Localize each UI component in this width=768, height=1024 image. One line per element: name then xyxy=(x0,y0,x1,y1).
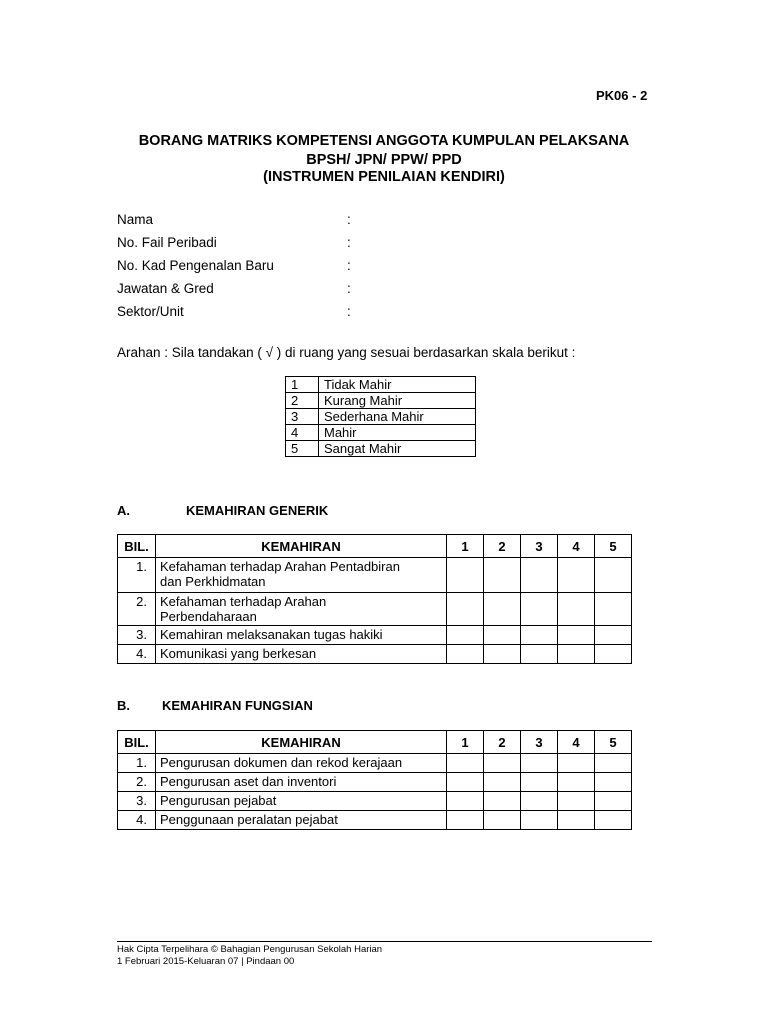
score-cell-4[interactable] xyxy=(558,593,595,626)
score-cell-2[interactable] xyxy=(484,811,521,830)
score-cell-5[interactable] xyxy=(595,626,632,645)
skill-text: Penggunaan peralatan pejabat xyxy=(156,811,447,830)
instruction-text: Arahan : Sila tandakan ( √ ) di ruang yang sesuai berdasarkan skala berikut : xyxy=(117,345,576,360)
field-label: Jawatan & Gred xyxy=(117,281,214,296)
skill-text: Pengurusan dokumen dan rekod kerajaan xyxy=(156,754,447,773)
score-cell-1[interactable] xyxy=(447,558,484,593)
score-cell-4[interactable] xyxy=(558,792,595,811)
field-no-kad-pengenalan xyxy=(117,258,351,281)
score-cell-4[interactable] xyxy=(558,626,595,645)
score-cell-1[interactable] xyxy=(447,792,484,811)
row-number: 1. xyxy=(118,754,156,773)
section-a-title: KEMAHIRAN GENERIK xyxy=(186,503,329,518)
score-cell-1[interactable] xyxy=(447,645,484,664)
header-score-2: 2 xyxy=(484,731,521,754)
score-cell-5[interactable] xyxy=(595,754,632,773)
section-a-letter: A. xyxy=(117,503,130,518)
score-cell-2[interactable] xyxy=(484,754,521,773)
field-nama xyxy=(117,212,351,235)
form-title-line-3: (INSTRUMEN PENILAIAN KENDIRI) xyxy=(263,169,505,185)
header-score-3: 3 xyxy=(521,535,558,558)
field-colon: : xyxy=(347,281,351,296)
skill-text: Pengurusan pejabat xyxy=(156,792,447,811)
skill-text: Kefahaman terhadap Arahan Pentadbiran xyxy=(160,559,400,574)
score-cell-2[interactable] xyxy=(484,593,521,626)
score-cell-3[interactable] xyxy=(521,792,558,811)
score-cell-1[interactable] xyxy=(447,626,484,645)
table-header-row xyxy=(118,731,632,754)
generic-skills-table xyxy=(117,534,632,664)
row-number: 4. xyxy=(118,811,156,830)
score-cell-5[interactable] xyxy=(595,811,632,830)
rating-scale-table xyxy=(285,376,476,457)
field-label: No. Kad Pengenalan Baru xyxy=(117,258,274,273)
header-score-4: 4 xyxy=(558,731,595,754)
score-cell-2[interactable] xyxy=(484,773,521,792)
field-label: Sektor/Unit xyxy=(117,304,184,319)
score-cell-3[interactable] xyxy=(521,645,558,664)
header-kemahiran: KEMAHIRAN xyxy=(156,535,447,558)
table-row xyxy=(118,811,632,830)
score-cell-3[interactable] xyxy=(521,773,558,792)
table-row xyxy=(118,626,632,645)
table-row xyxy=(118,593,632,626)
scale-description: Kurang Mahir xyxy=(319,393,476,409)
score-cell-5[interactable] xyxy=(595,792,632,811)
score-cell-4[interactable] xyxy=(558,811,595,830)
score-cell-2[interactable] xyxy=(484,558,521,593)
scale-number: 3 xyxy=(286,409,319,425)
score-cell-5[interactable] xyxy=(595,645,632,664)
score-cell-3[interactable] xyxy=(521,754,558,773)
skill-text: Pengurusan aset dan inventori xyxy=(156,773,447,792)
table-row xyxy=(118,754,632,773)
score-cell-3[interactable] xyxy=(521,593,558,626)
field-label: No. Fail Peribadi xyxy=(117,235,217,250)
header-score-4: 4 xyxy=(558,535,595,558)
scale-number: 1 xyxy=(286,377,319,393)
score-cell-4[interactable] xyxy=(558,773,595,792)
scale-description: Sederhana Mahir xyxy=(319,409,476,425)
section-b-title: KEMAHIRAN FUNGSIAN xyxy=(162,698,313,713)
field-colon: : xyxy=(347,212,351,227)
scale-description: Tidak Mahir xyxy=(319,377,476,393)
header-score-5: 5 xyxy=(595,535,632,558)
field-colon: : xyxy=(347,304,351,319)
score-cell-1[interactable] xyxy=(447,593,484,626)
score-cell-1[interactable] xyxy=(447,811,484,830)
score-cell-1[interactable] xyxy=(447,773,484,792)
skill-text: Komunikasi yang berkesan xyxy=(156,645,447,664)
field-label: Nama xyxy=(117,212,154,227)
header-score-5: 5 xyxy=(595,731,632,754)
table-row xyxy=(118,773,632,792)
score-cell-4[interactable] xyxy=(558,754,595,773)
scale-row xyxy=(286,377,476,393)
score-cell-5[interactable] xyxy=(595,558,632,593)
document-code: PK06 - 2 xyxy=(596,88,648,103)
table-header-row xyxy=(118,535,632,558)
score-cell-5[interactable] xyxy=(595,773,632,792)
row-number: 2. xyxy=(118,773,156,792)
row-number: 2. xyxy=(118,593,156,626)
score-cell-3[interactable] xyxy=(521,811,558,830)
header-score-2: 2 xyxy=(484,535,521,558)
table-row xyxy=(118,645,632,664)
field-jawatan-gred xyxy=(117,281,351,304)
header-score-1: 1 xyxy=(447,731,484,754)
header-score-1: 1 xyxy=(447,535,484,558)
score-cell-1[interactable] xyxy=(447,754,484,773)
footer-copyright: Hak Cipta Terpelihara © Bahagian Pengurusan Sekolah Harian xyxy=(117,944,383,955)
form-title-line-1: BORANG MATRIKS KOMPETENSI ANGGOTA KUMPULAN PELAKSANA xyxy=(138,133,630,149)
skill-text: Perbendaharaan xyxy=(160,609,257,624)
row-number: 4. xyxy=(118,645,156,664)
scale-row xyxy=(286,425,476,441)
scale-row xyxy=(286,409,476,425)
score-cell-4[interactable] xyxy=(558,645,595,664)
table-row xyxy=(118,558,632,593)
score-cell-3[interactable] xyxy=(521,558,558,593)
field-colon: : xyxy=(347,258,351,273)
header-kemahiran: KEMAHIRAN xyxy=(156,731,447,754)
scale-number: 4 xyxy=(286,425,319,441)
form-title-line-2: BPSH/ JPN/ PPW/ PPD xyxy=(306,152,462,168)
score-cell-2[interactable] xyxy=(484,792,521,811)
table-row xyxy=(118,792,632,811)
scale-number: 2 xyxy=(286,393,319,409)
row-number: 3. xyxy=(118,626,156,645)
header-bil: BIL. xyxy=(118,535,156,558)
row-number: 1. xyxy=(118,558,156,593)
skill-text: Kemahiran melaksanakan tugas hakiki xyxy=(156,626,447,645)
footer-issue: 1 Februari 2015-Keluaran 07 | Pindaan 00 xyxy=(117,956,295,967)
skill-text: Kefahaman terhadap Arahan xyxy=(160,594,327,609)
skill-text: dan Perkhidmatan xyxy=(160,574,266,589)
scale-row xyxy=(286,393,476,409)
score-cell-5[interactable] xyxy=(595,593,632,626)
header-bil: BIL. xyxy=(118,731,156,754)
row-number: 3. xyxy=(118,792,156,811)
personal-details xyxy=(117,212,351,327)
score-cell-2[interactable] xyxy=(484,645,521,664)
section-b-letter: B. xyxy=(117,698,130,713)
scale-row xyxy=(286,441,476,457)
score-cell-3[interactable] xyxy=(521,626,558,645)
score-cell-4[interactable] xyxy=(558,558,595,593)
scale-description: Mahir xyxy=(319,425,476,441)
skill-cell xyxy=(156,558,447,593)
scale-number: 5 xyxy=(286,441,319,457)
field-colon: : xyxy=(347,235,351,250)
skill-cell xyxy=(156,593,447,626)
field-sektor-unit xyxy=(117,304,351,327)
score-cell-2[interactable] xyxy=(484,626,521,645)
footer-divider xyxy=(117,941,652,942)
field-no-fail-peribadi xyxy=(117,235,351,258)
functional-skills-table xyxy=(117,730,632,830)
scale-description: Sangat Mahir xyxy=(319,441,476,457)
header-score-3: 3 xyxy=(521,731,558,754)
